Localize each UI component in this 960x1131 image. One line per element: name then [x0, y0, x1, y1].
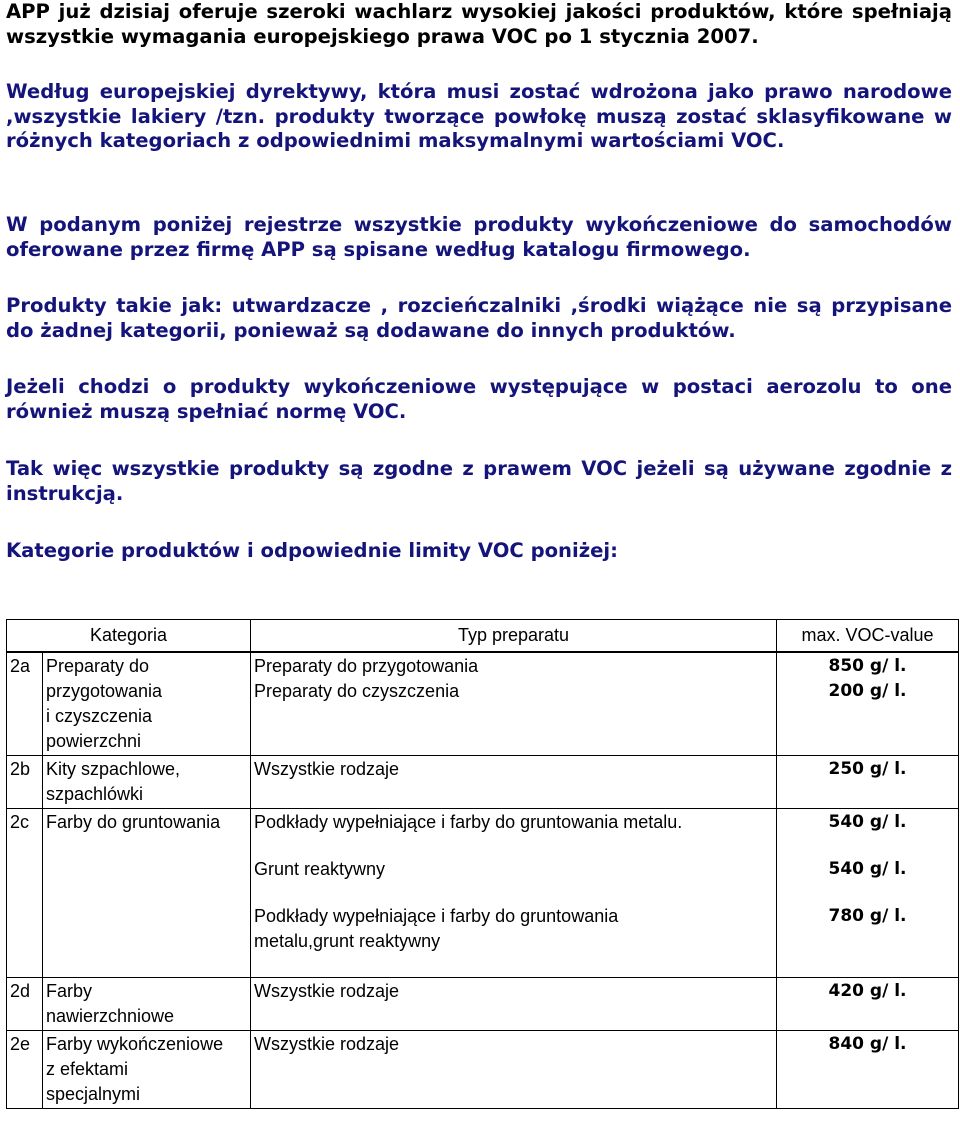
row-code: 2c: [7, 809, 43, 978]
row-type: [251, 756, 777, 809]
table-row: [7, 809, 959, 978]
row-category: [43, 978, 251, 1031]
row-value: [777, 756, 959, 809]
category-line: z efektami: [46, 1059, 129, 1079]
row-type: [251, 1031, 777, 1109]
category-line: i czyszczenia: [46, 706, 153, 726]
voc-value: 200 g/ l.: [828, 681, 907, 701]
table-row: [7, 1031, 959, 1109]
category-line: Preparaty do: [46, 656, 150, 676]
header-category: Kategoria: [7, 620, 251, 653]
table-row: [7, 652, 959, 756]
type-line: metalu,grunt reaktywny: [254, 931, 441, 951]
categories-heading: Kategorie produktów i odpowiednie limity VOC poniżej:: [6, 539, 618, 562]
type-line: Grunt reaktywny: [254, 859, 386, 879]
type-line: Wszystkie rodzaje: [254, 1034, 400, 1054]
type-line: Podkłady wypełniające i farby do gruntowania metalu.: [254, 812, 683, 832]
voc-value: 850 g/ l.: [828, 656, 907, 676]
row-type: [251, 809, 777, 978]
type-line: Preparaty do przygotowania: [254, 656, 479, 676]
table-row: [7, 978, 959, 1031]
table-header-row: [7, 620, 959, 653]
category-line: szpachlówki: [46, 784, 144, 804]
type-line: Wszystkie rodzaje: [254, 981, 400, 1001]
category-line: Kity szpachlowe,: [46, 759, 181, 779]
table-row: [7, 756, 959, 809]
category-line: specjalnymi: [46, 1084, 141, 1104]
type-line: Podkłady wypełniające i farby do gruntowania: [254, 906, 619, 926]
voc-value: 250 g/ l.: [828, 759, 907, 779]
additives-paragraph: Produkty takie jak: utwardzacze , rozcieńczalniki ,środki wiążące nie są przypisane do żadnej kategorii, ponieważ są dodawane do innych produktów.: [6, 294, 952, 342]
compliance-paragraph: Tak więc wszystkie produkty są zgodne z prawem VOC jeżeli są używane zgodnie z instrukcją.: [6, 457, 952, 505]
row-value: [777, 652, 959, 756]
category-line: Farby: [46, 981, 93, 1001]
row-category: [43, 652, 251, 756]
category-line: przygotowania: [46, 681, 163, 701]
row-value: [777, 1031, 959, 1109]
intro-paragraph: APP już dzisiaj oferuje szeroki wachlarz wysokiej jakości produktów, które spełniają wszystkie wymagania europejskiego prawa VOC po 1 stycznia 2007.: [6, 0, 952, 48]
row-type: [251, 978, 777, 1031]
voc-value: 540 g/ l.: [828, 812, 907, 832]
voc-value: 840 g/ l.: [828, 1034, 907, 1054]
category-line: nawierzchniowe: [46, 1006, 175, 1026]
category-line: powierzchni: [46, 731, 142, 751]
type-line: Wszystkie rodzaje: [254, 759, 400, 779]
row-category: [43, 1031, 251, 1109]
row-code: 2d: [7, 978, 43, 1031]
voc-limits-table: [6, 619, 959, 1109]
row-type: [251, 652, 777, 756]
category-line: Farby wykończeniowe: [46, 1034, 224, 1054]
row-category: [43, 756, 251, 809]
category-line: Farby do gruntowania: [46, 812, 221, 832]
voc-value: 780 g/ l.: [828, 906, 907, 926]
directive-paragraph: Według europejskiej dyrektywy, która musi zostać wdrożona jako prawo narodowe ,wszystkie lakiery /tzn. produkty tworzące powłokę muszą zostać sklasyfikowane w różnych kategoriach z odpowiednimi maksymalnymi wartościami VOC.: [6, 80, 952, 152]
voc-value: 540 g/ l.: [828, 859, 907, 879]
type-line: Preparaty do czyszczenia: [254, 681, 460, 701]
register-paragraph: W podanym poniżej rejestrze wszystkie produkty wykończeniowe do samochodów oferowane przez firmę APP są spisane według katalogu firmowego.: [6, 213, 952, 261]
row-code: 2b: [7, 756, 43, 809]
row-category: [43, 809, 251, 978]
row-value: [777, 978, 959, 1031]
row-value: [777, 809, 959, 978]
header-value: max. VOC-value: [777, 620, 959, 653]
voc-value: 420 g/ l.: [828, 981, 907, 1001]
row-code: 2a: [7, 652, 43, 756]
row-code: 2e: [7, 1031, 43, 1109]
aerosol-paragraph: Jeżeli chodzi o produkty wykończeniowe występujące w postaci aerozolu to one również muszą spełniać normę VOC.: [6, 375, 952, 423]
header-type: Typ preparatu: [251, 620, 777, 653]
